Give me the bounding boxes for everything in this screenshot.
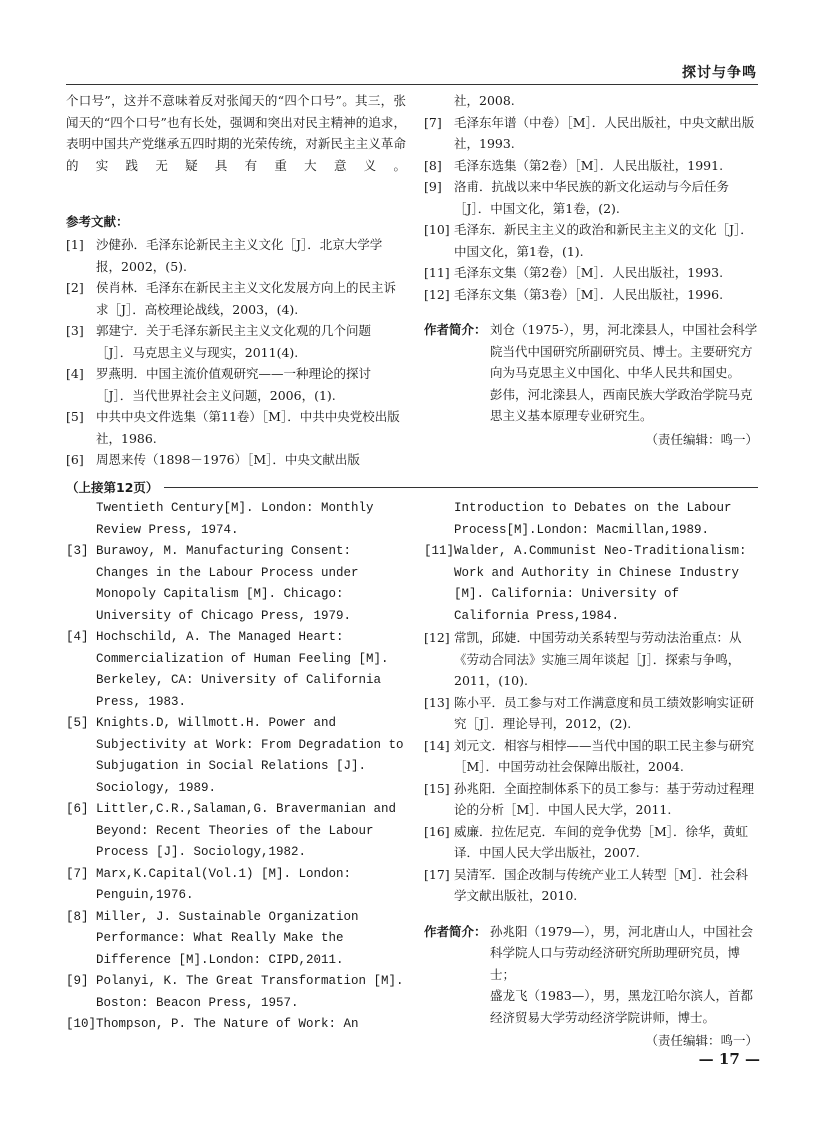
- reference-list: [66, 234, 406, 471]
- reference-number: [1]: [66, 237, 84, 252]
- reference-number: [4]: [66, 366, 84, 381]
- reference-number: [15]: [424, 780, 450, 796]
- reference-number: [8]: [66, 909, 89, 924]
- reference-number: [5]: [66, 716, 89, 730]
- reference-list: [424, 541, 758, 907]
- editor-credit: （责任编辑：鸣一）: [645, 431, 758, 447]
- reference-number: [8]: [424, 157, 442, 173]
- references-heading: 参考文献：: [66, 213, 129, 229]
- author-line: 孙兆阳（1979—），男，河北唐山人，中国社会科学院人口与劳动经济研究所助理研究员，博士；: [490, 923, 754, 982]
- section-header: 探讨与争鸣: [682, 65, 757, 81]
- reference-item: [424, 821, 758, 864]
- reference-number: [4]: [66, 630, 89, 644]
- author-line: 刘仓（1975-），男，河北滦县人，中国社会科学院当代中国研究所副研究员、博士。主要研究方向为马克思主义中国化、中华人民共和国史。: [490, 322, 758, 380]
- reference-item: [66, 713, 406, 799]
- reference-number: [9]: [66, 974, 89, 988]
- reference-text: Burawoy, M. Manufacturing Consent: Changes in the Labour Process under Monopoly Capitalism [M]. Chicago: University of Chicago Press, 1979.: [96, 544, 359, 623]
- bottom-left-column: [66, 498, 406, 1036]
- reference-text: Miller, J. Sustainable Organization Performance: What Really Make the Difference [M].London: CIPD,2011.: [96, 909, 359, 967]
- reference-text: Hochschild, A. The Managed Heart: Commercialization of Human Feeling [M]. Berkeley, CA: University of California Press, 1983.: [96, 630, 389, 709]
- reference-item: [66, 864, 406, 907]
- author-bio-body: [490, 319, 758, 427]
- reference-list: [424, 112, 758, 306]
- author-bio: [424, 921, 758, 1029]
- reference-number: [11]: [424, 544, 455, 558]
- reference-item: [424, 864, 758, 907]
- reference-text: 毛泽东文集（第2卷）［M］．人民出版社，1993.: [454, 265, 724, 280]
- reference-text: 吴清军．国企改制与传统产业工人转型［M］．社会科学文献出版社，2010.: [454, 866, 749, 903]
- reference-item: [424, 692, 758, 735]
- reference-item: [424, 219, 758, 262]
- reference-text: 常凯，邱婕．中国劳动关系转型与劳动法治重点：从《劳动合同法》实施三周年谈起［J］．探索与争鸣，2011，(10).: [454, 630, 742, 688]
- top-left-column: [66, 90, 406, 471]
- reference-item: [66, 234, 406, 277]
- reference-text: 郭建宁．关于毛泽东新民主主义文化观的几个问题［J］．马克思主义与现实，2011(4).: [96, 323, 372, 360]
- reference-number: [11]: [424, 265, 450, 280]
- reference-continuation: 社，2008.: [454, 93, 515, 108]
- reference-continuation: Twentieth Century[M]. London: Monthly Review Press, 1974.: [96, 501, 374, 537]
- body-paragraph: 个口号”，这并不意味着反对张闻天的“四个口号”。其三，张闻天的“四个口号”也有长处，强调和突出对民主精神的追求，表明中国共产党继承五四时期的光荣传统，对新民主主义革命的实践无疑具有重大意义。: [66, 93, 406, 173]
- reference-text: 毛泽东文集（第3卷）［M］．人民出版社，1996.: [454, 286, 724, 302]
- reference-number: [9]: [424, 179, 442, 194]
- reference-number: [3]: [66, 544, 89, 558]
- reference-number: [7]: [66, 866, 89, 881]
- reference-text: 刘元文．相容与相悖——当代中国的职工民主参与研究［M］．中国劳动社会保障出版社，2004.: [454, 737, 755, 774]
- author-label: 作者简介：: [424, 322, 487, 337]
- reference-number: [6]: [66, 452, 84, 467]
- reference-number: [3]: [66, 323, 84, 338]
- reference-number: [14]: [424, 737, 450, 753]
- reference-item: [66, 277, 406, 320]
- reference-text: 罗燕明．中国主流价值观研究——一种理论的探讨［J］．当代世界社会主义问题，2006，(1).: [96, 366, 372, 403]
- reference-text: 毛泽东年谱（中卷）［M］．人民出版社，中央文献出版社，1993.: [454, 114, 755, 151]
- reference-number: [2]: [66, 280, 84, 295]
- reference-item: [66, 1014, 406, 1036]
- reference-text: 陈小平．员工参与对工作满意度和员工绩效影响实证研究［J］．理论导刊，2012，(2).: [454, 694, 755, 731]
- author-line: 彭伟，河北滦县人，西南民族大学政治学院马克思主义基本原理专业研究生。: [490, 386, 753, 423]
- author-bio: [424, 319, 758, 427]
- author-label: 作者简介：: [424, 923, 487, 939]
- continued-from-bar: [66, 478, 758, 494]
- author-line: 盛龙飞（1983—），男，黑龙江哈尔滨人，首都经济贸易大学劳动经济学院讲师，博士。: [490, 988, 754, 1025]
- reference-text: 威廉．拉佐尼克．车间的竞争优势［M］．徐华，黄虹译．中国人民大学出版社，2007.: [454, 823, 749, 860]
- reference-number: [10]: [424, 222, 450, 237]
- reference-text: 周恩来传（1898－1976）［M］．中央文献出版: [96, 452, 360, 467]
- reference-number: [5]: [66, 409, 84, 424]
- reference-text: 毛泽东选集（第2卷）［M］．人民出版社，1991.: [454, 157, 724, 173]
- section-divider: [66, 487, 758, 488]
- reference-item: [424, 778, 758, 821]
- reference-item: [66, 541, 406, 627]
- reference-number: [7]: [424, 114, 442, 130]
- reference-item: [424, 155, 758, 177]
- reference-number: [13]: [424, 694, 450, 710]
- reference-text: Polanyi, K. The Great Transformation [M]. Boston: Beacon Press, 1957.: [96, 974, 404, 1010]
- reference-number: [10]: [66, 1017, 97, 1031]
- reference-text: Marx,K.Capital(Vol.1) [M]. London: Penguin,1976.: [96, 866, 352, 902]
- reference-item: [66, 320, 406, 363]
- reference-item: [424, 541, 758, 627]
- reference-item: [66, 449, 406, 471]
- reference-continuation: Introduction to Debates on the Labour Process[M].London: Macmillan,1989.: [454, 501, 732, 537]
- continued-from-label: （上接第12页）: [66, 478, 164, 496]
- reference-item: [424, 176, 758, 219]
- reference-text: Littler,C.R.,Salaman,G. Bravermanian and Beyond: Recent Theories of the Labour Process [J]. Sociology,1982.: [96, 802, 397, 859]
- reference-text: Walder, A.Communist Neo-Traditionalism: Work and Authority in Chinese Industry [M]. California: University of California Press,1984.: [454, 544, 747, 623]
- author-bio-body: [490, 921, 758, 1029]
- reference-item: [66, 907, 406, 972]
- reference-text: 中共中央文件选集（第11卷）［M］．中共中央党校出版社，1986.: [96, 409, 400, 446]
- reference-text: 沙健孙．毛泽东论新民主主义文化［J］．北京大学学报，2002，(5).: [96, 237, 383, 274]
- reference-item: [66, 627, 406, 713]
- page-number: — 17 —: [698, 1050, 760, 1068]
- reference-item: [424, 112, 758, 155]
- reference-item: [66, 406, 406, 449]
- reference-text: 侯肖林．毛泽东在新民主主义文化发展方向上的民主诉求［J］．高校理论战线，2003，(4).: [96, 280, 397, 317]
- reference-text: 洛甫．抗战以来中华民族的新文化运动与今后任务［J］．中国文化，第1卷，(2).: [454, 179, 730, 216]
- header-divider: [66, 84, 758, 85]
- reference-text: Knights.D, Willmott.H. Power and Subjectivity at Work: From Degradation to Subjugation in Social Relations [J]. Sociology, 1989.: [96, 716, 404, 795]
- reference-number: [6]: [66, 802, 89, 816]
- reference-list: [66, 541, 406, 1036]
- top-right-column: [424, 90, 758, 450]
- reference-text: Thompson, P. The Nature of Work: An: [96, 1017, 359, 1031]
- reference-number: [17]: [424, 866, 450, 882]
- reference-item: [66, 799, 406, 864]
- reference-item: [424, 735, 758, 778]
- reference-item: [424, 262, 758, 284]
- reference-item: [424, 627, 758, 692]
- editor-credit: （责任编辑：鸣一）: [645, 1033, 758, 1048]
- reference-number: [12]: [424, 286, 450, 302]
- reference-text: 孙兆阳．全面控制体系下的员工参与：基于劳动过程理论的分析［M］．中国人民大学，2011.: [454, 780, 755, 817]
- reference-number: [12]: [424, 630, 450, 645]
- reference-number: [16]: [424, 823, 450, 839]
- reference-item: [66, 971, 406, 1014]
- bottom-right-column: [424, 498, 758, 1052]
- reference-item: [66, 363, 406, 406]
- reference-item: [424, 284, 758, 306]
- reference-text: 毛泽东．新民主主义的政治和新民主主义的文化［J］．中国文化，第1卷，(1).: [454, 222, 753, 259]
